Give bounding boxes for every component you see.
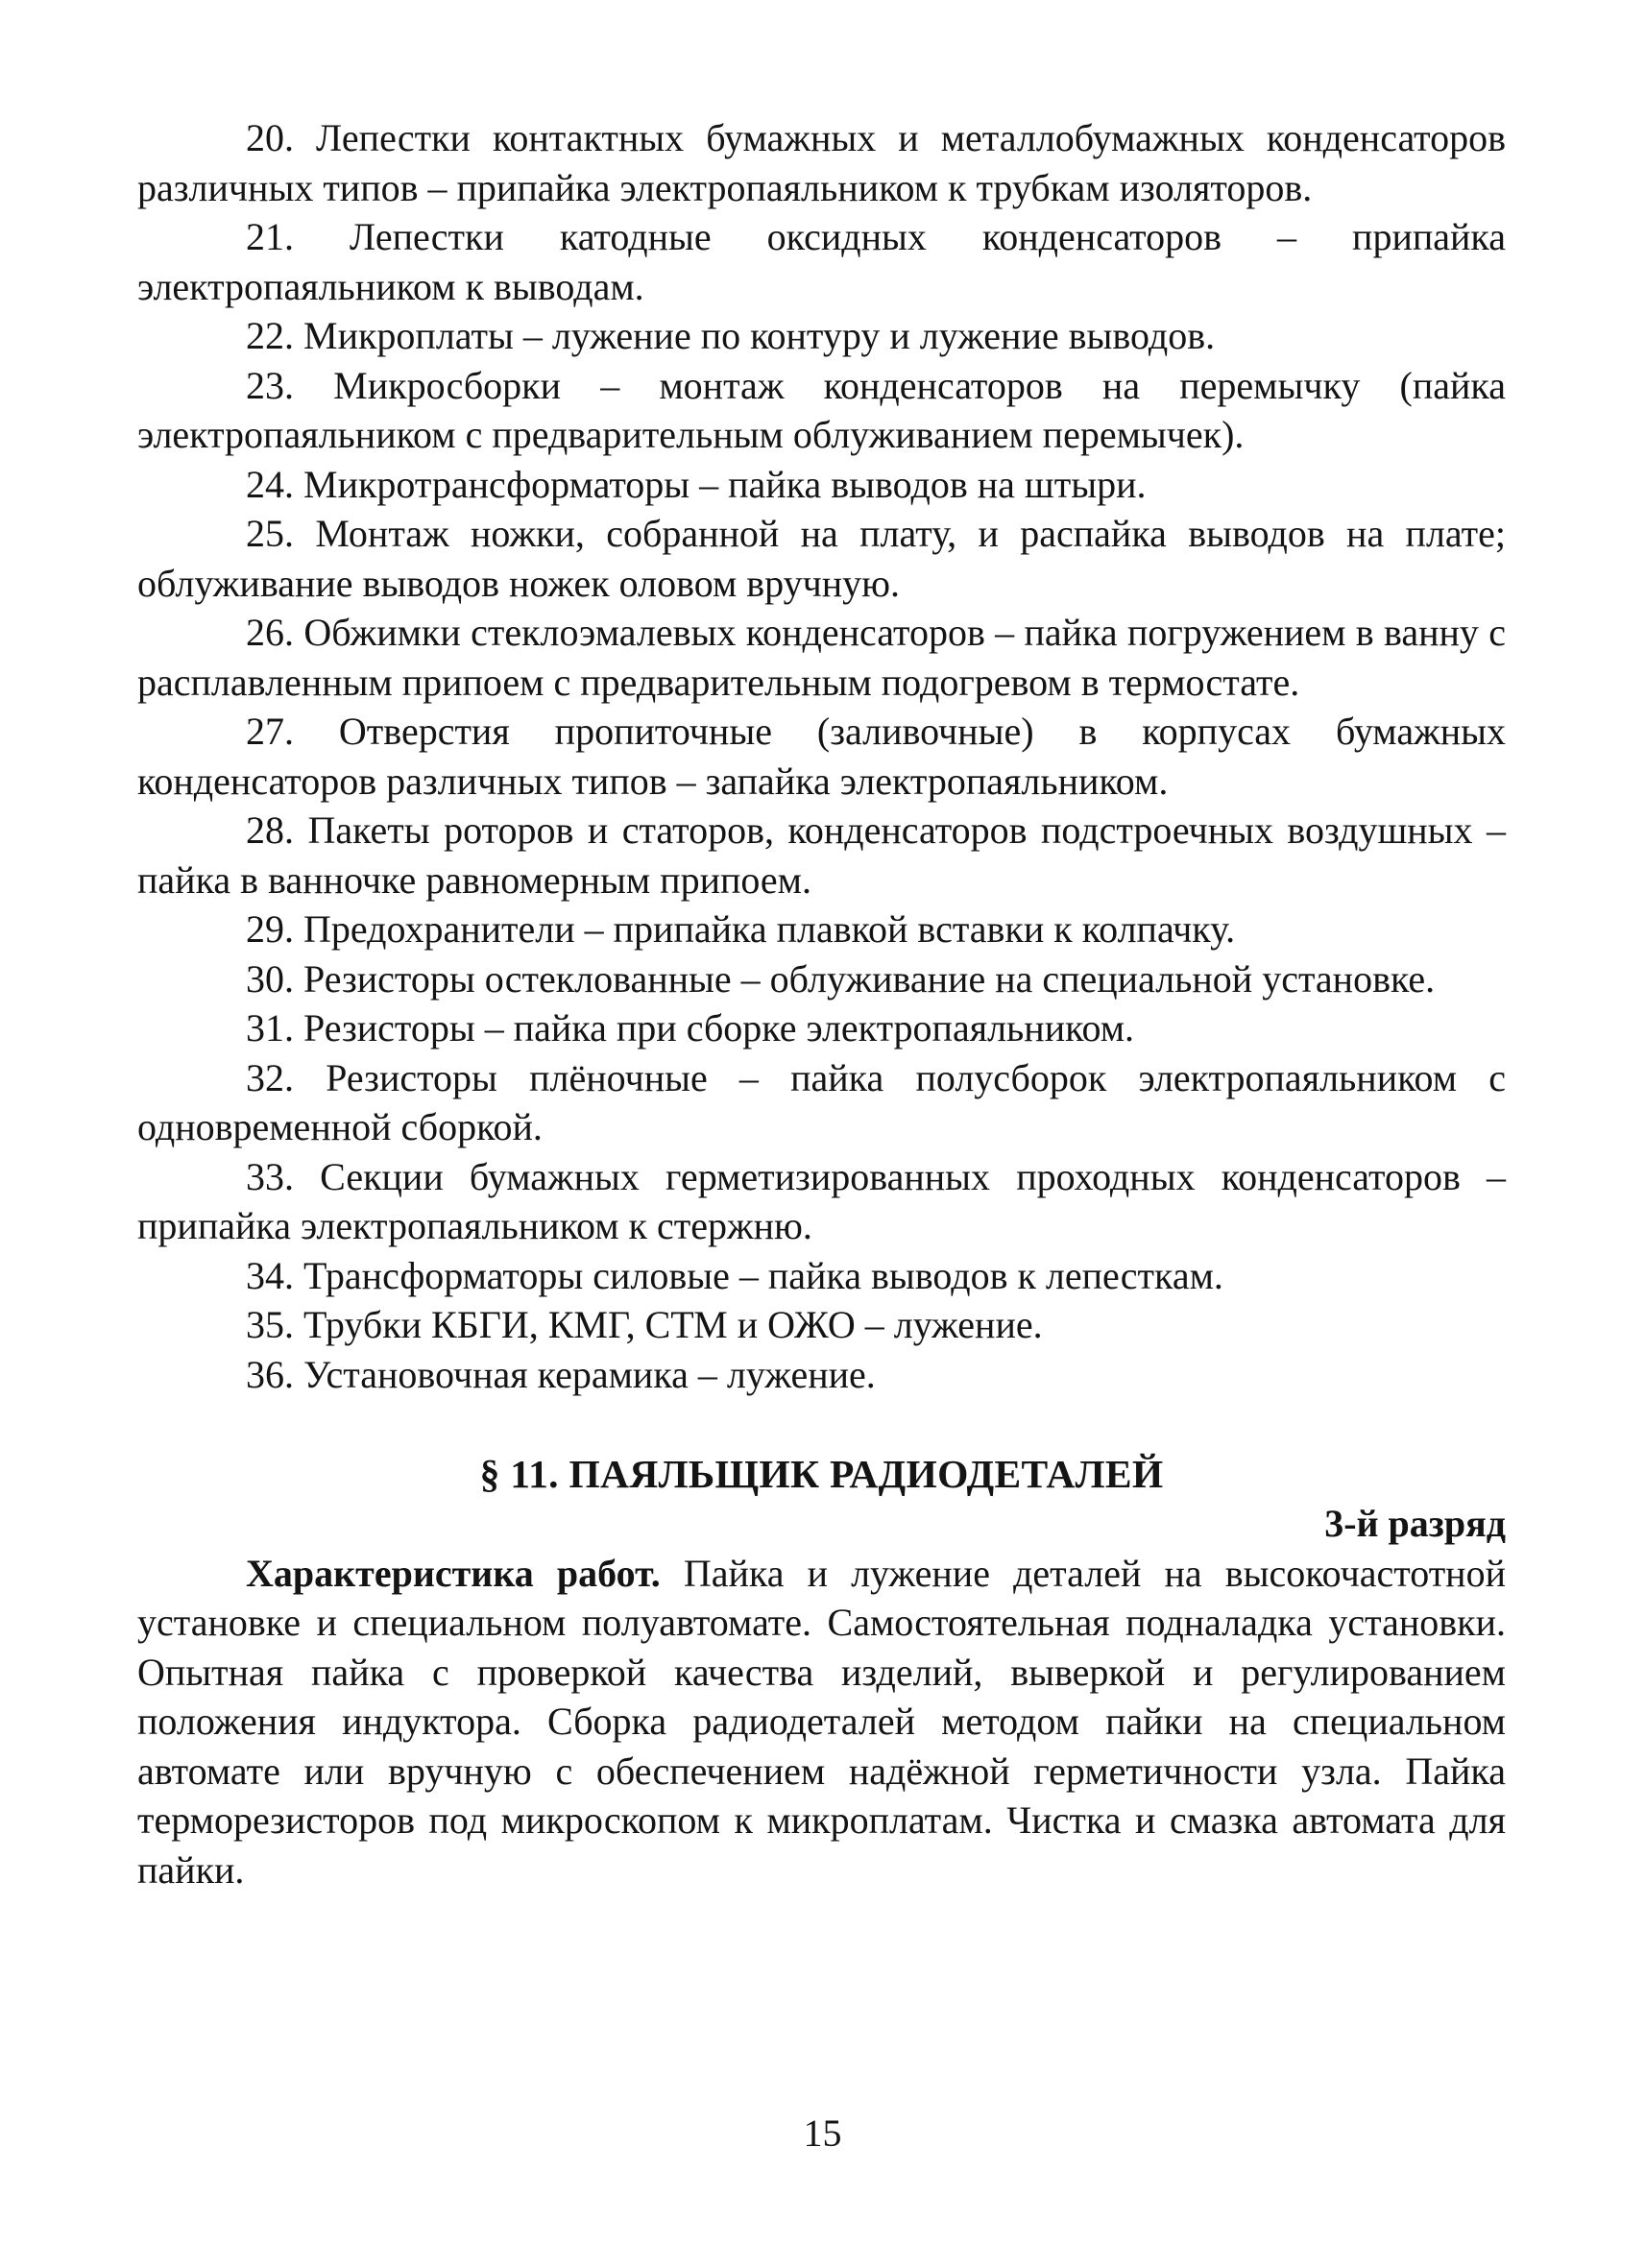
list-item-27: 27. Отверстия пропиточные (заливочные) в корпусах бумажных конденсаторов различных типов – запайка электропаяльником. (137, 710, 1506, 803)
list-item-21: 21. Лепестки катодные оксидных конденсаторов – припайка электропаяльником к выводам. (137, 215, 1506, 308)
list-item-23: 23. Микросборки – монтаж конденсаторов на перемычку (пайка электропаяльником с предварительным облуживанием перемычек). (137, 363, 1506, 456)
list-item-28: 28. Пакеты роторов и статоров, конденсаторов подстроечных воздушных – пайка в ванночке равномерным припоем. (137, 808, 1506, 902)
page-content (137, 113, 1506, 1894)
list-item-29: 29. Предохранители – припайка плавкой вставки к колпачку. (246, 907, 1236, 951)
list-item-20: 20. Лепестки контактных бумажных и металлобумажных конденсаторов различных типов – припайка электропаяльником к трубкам изоляторов. (137, 116, 1506, 209)
list-item-33: 33. Секции бумажных герметизированных проходных конденсаторов – припайка электропаяльником к стержню. (137, 1154, 1506, 1247)
list-item-36: 36. Установочная керамика – лужение. (246, 1352, 876, 1396)
list-item-25: 25. Монтаж ножки, собранной на плату, и распайка выводов на плате; облуживание выводов ножек оловом вручную. (137, 512, 1506, 605)
page-number: 15 (803, 2111, 842, 2155)
section-title: § 11. ПАЯЛЬЩИК РАДИОДЕТАЛЕЙ (479, 1452, 1164, 1496)
characteristics-text: Пайка и лужение деталей на высокочастотной установке и специальном полуавтомате. Самостоятельная подналадка установки. Опытная пайка с проверкой качества изделий, выверкой и регулированием положения индуктора. Сборка радиодеталей методом пайки на специальном автомате или вручную с обеспечением надёжной герметичности узла. Пайка терморезисторов под микроскопом к микроплатам. Чистка и смазка автомата для пайки. (137, 1551, 1506, 1892)
list-item-26: 26. Обжимки стеклоэмалевых конденсаторов – пайка погружением в ванну с расплавленным припоем с предварительным подогревом в термостате. (137, 611, 1506, 704)
list-item-32: 32. Резисторы плёночные – пайка полусборок электропаяльником с одновременной сборкой. (137, 1055, 1506, 1148)
characteristics-label: Характеристика работ. (246, 1551, 661, 1595)
list-item-22: 22. Микроплаты – лужение по контуру и лужение выводов. (246, 314, 1216, 357)
list-item-30: 30. Резисторы остеклованные – облуживание на специальной установке. (246, 956, 1436, 1001)
work-characteristics (137, 1549, 1506, 1895)
grade-label: 3-й разряд (1324, 1502, 1506, 1545)
list-item-34: 34. Трансформаторы силовые – пайка выводов к лепесткам. (246, 1253, 1223, 1297)
list-item-31: 31. Резисторы – пайка при сборке электропаяльником. (246, 1006, 1135, 1050)
list-item-24: 24. Микротрансформаторы – пайка выводов на штыри. (246, 462, 1147, 506)
list-item-35: 35. Трубки КБГИ, КМГ, СТМ и ОЖО – лужение. (246, 1303, 1043, 1346)
